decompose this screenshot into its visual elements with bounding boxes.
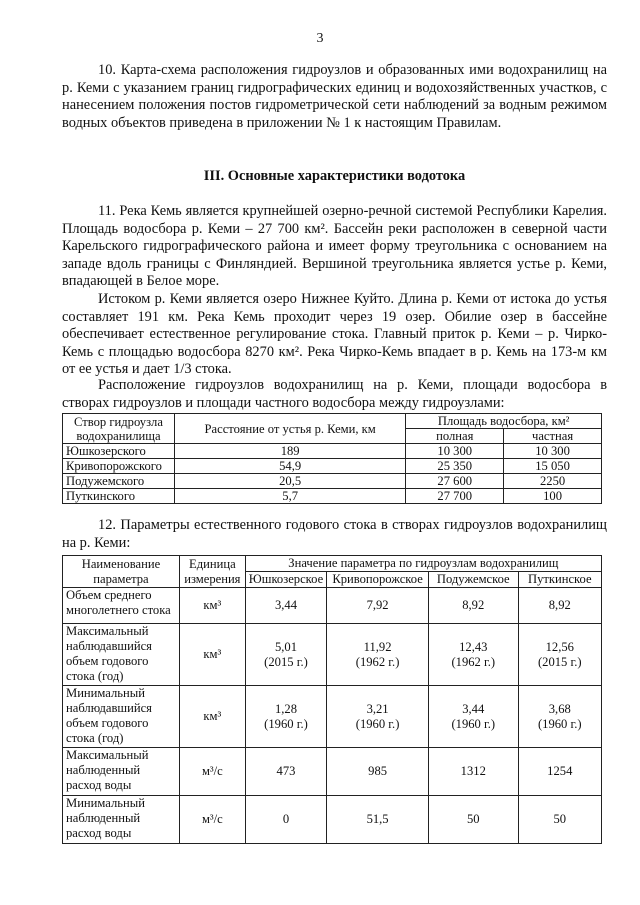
header-area-partial: частная [504, 429, 602, 444]
table-row [63, 489, 602, 504]
value: 51,5 [366, 812, 389, 826]
value-cell [327, 624, 429, 686]
site-distance: 54,9 [174, 459, 405, 474]
header-site: Створ гидроузла водохранилища [63, 414, 175, 444]
value-cell [327, 686, 429, 748]
value-cell [428, 588, 518, 624]
table-row [63, 474, 602, 489]
value: 0 [282, 812, 290, 826]
value-cell [245, 748, 326, 796]
header-putkinskoe: Путкинское [518, 572, 601, 588]
value-year: (2015 г.) [264, 654, 308, 669]
value: 12,56 [545, 639, 574, 654]
value: 8,92 [462, 598, 485, 612]
value: 1312 [460, 764, 486, 778]
header-area-full: полная [406, 429, 504, 444]
table-row [63, 686, 602, 748]
value: 3,44 [462, 701, 485, 716]
table-row [63, 444, 602, 459]
site-name: Юшкозерского [63, 444, 175, 459]
value-year: (1960 г.) [355, 716, 400, 731]
site-area-partial: 15 050 [504, 459, 602, 474]
table-row [63, 588, 602, 624]
value-year: (1962 г.) [355, 654, 400, 669]
value: 50 [466, 812, 480, 826]
site-area-partial: 100 [504, 489, 602, 504]
reservoir-sites-table [62, 413, 602, 504]
value: 3,68 [548, 701, 571, 716]
header-parameter-name: Наименование параметра [63, 556, 180, 588]
parameter-name: Минимальный наблюденный расход воды [63, 796, 180, 844]
table-row [63, 459, 602, 474]
paragraph-12: 12. Параметры естественного годового стока в створах гидроузлов водохранилищ на р. Кеми: [62, 517, 607, 551]
value: 985 [368, 764, 388, 778]
value: 12,43 [459, 639, 488, 654]
parameter-unit: м³/с [179, 748, 245, 796]
parameter-unit: м³/с [179, 796, 245, 844]
paragraph-10: 10. Карта-схема расположения гидроузлов и образованных ими водохранилищ на р. Кеми с указанием границ гидрографических единиц и водохозяйственных участков, с нанесением положения постов гидрометрической сети наблюдений за водным режимом водных объектов приведена в приложении № 1 к настоящим Правилам. [62, 62, 607, 131]
site-distance: 20,5 [174, 474, 405, 489]
value-cell [428, 624, 518, 686]
table-row [63, 796, 602, 844]
page-number: 3 [316, 31, 324, 46]
value: 5,01 [274, 639, 298, 654]
value: 8,92 [548, 598, 571, 612]
value-cell [327, 588, 429, 624]
site-name: Путкинского [63, 489, 175, 504]
table-header-row [63, 556, 602, 572]
parameter-name: Максимальный наблюденный расход воды [63, 748, 180, 796]
parameter-unit: км³ [179, 588, 245, 624]
header-values: Значение параметра по гидроузлам водохранилищ [245, 556, 601, 572]
runoff-parameters-table [62, 555, 602, 844]
site-area-full: 10 300 [406, 444, 504, 459]
value-cell [428, 796, 518, 844]
paragraph-11-c: Расположение гидроузлов водохранилищ на р. Кеми, площади водосбора в створах гидроузлов и площади частного водосбора между гидроузлами: [62, 377, 607, 411]
value-cell [428, 748, 518, 796]
site-area-full: 25 350 [406, 459, 504, 474]
value-year: (1962 г.) [451, 654, 496, 669]
table-header-row [63, 414, 602, 429]
header-yushkozerskoe: Юшкозерское [245, 572, 326, 588]
parameter-name: Объем среднего многолетнего стока [63, 588, 180, 624]
value-cell [327, 796, 429, 844]
value: 11,92 [363, 639, 392, 654]
value-cell [327, 748, 429, 796]
value: 473 [276, 764, 296, 778]
value-year: (2015 г.) [537, 654, 582, 669]
parameter-name: Минимальный наблюдавшийся объем годового стока (год) [63, 686, 180, 748]
value-cell [518, 748, 601, 796]
value: 7,92 [366, 598, 389, 612]
paragraph-11-a: 11. Река Кемь является крупнейшей озерно-речной системой Республики Карелия. Площадь водосбора р. Кеми – 27 700 км². Бассейн реки расположен в северной части Карельского гидрографического района и имеет форму треугольника с основанием на западе вдоль границы с Финляндией. Вершиной треугольника является устье р. Кеми, впадающей в Белое море. [62, 203, 607, 290]
value: 1,28 [274, 701, 298, 716]
site-name: Кривопорожского [63, 459, 175, 474]
value-cell [245, 624, 326, 686]
site-name: Подужемского [63, 474, 175, 489]
header-krivoporozhskoe: Кривопорожское [327, 572, 429, 588]
parameter-unit: км³ [179, 686, 245, 748]
value-year: (1960 г.) [451, 716, 496, 731]
value-year: (1960 г.) [264, 716, 308, 731]
value-cell [428, 686, 518, 748]
site-area-full: 27 700 [406, 489, 504, 504]
value-cell [245, 588, 326, 624]
value-cell [518, 624, 601, 686]
paragraph-11-b: Истоком р. Кеми является озеро Нижнее Куйто. Длина р. Кеми от истока до устья составляет 191 км. Река Кемь проходит через 19 озер. Обилие озер в бассейне обеспечивает естественное регулирование стока. Главный приток р. Кеми – р. Чирко-Кемь с площадью водосбора 8270 км². Река Чирко-Кемь впадает в р. Кемь на 173-м км от ее устья и дает 1/3 стока. [62, 291, 607, 378]
value-year: (1960 г.) [537, 716, 582, 731]
section-title: III. Основные характеристики водотока [203, 168, 466, 184]
parameter-unit: км³ [179, 624, 245, 686]
parameter-name: Максимальный наблюдавшийся объем годового стока (год) [63, 624, 180, 686]
site-area-partial: 2250 [504, 474, 602, 489]
site-distance: 5,7 [174, 489, 405, 504]
table-row [63, 624, 602, 686]
value-cell [245, 796, 326, 844]
header-podužemskoe: Подужемское [428, 572, 518, 588]
header-area: Площадь водосбора, км² [406, 414, 602, 429]
table-row [63, 748, 602, 796]
site-area-partial: 10 300 [504, 444, 602, 459]
site-distance: 189 [174, 444, 405, 459]
value: 3,44 [274, 598, 298, 612]
header-distance: Расстояние от устья р. Кеми, км [174, 414, 405, 444]
value: 50 [553, 812, 567, 826]
value: 3,21 [366, 701, 389, 716]
value-cell [245, 686, 326, 748]
value: 1254 [547, 764, 573, 778]
header-unit: Единица измерения [179, 556, 245, 588]
value-cell [518, 588, 601, 624]
value-cell [518, 686, 601, 748]
site-area-full: 27 600 [406, 474, 504, 489]
value-cell [518, 796, 601, 844]
